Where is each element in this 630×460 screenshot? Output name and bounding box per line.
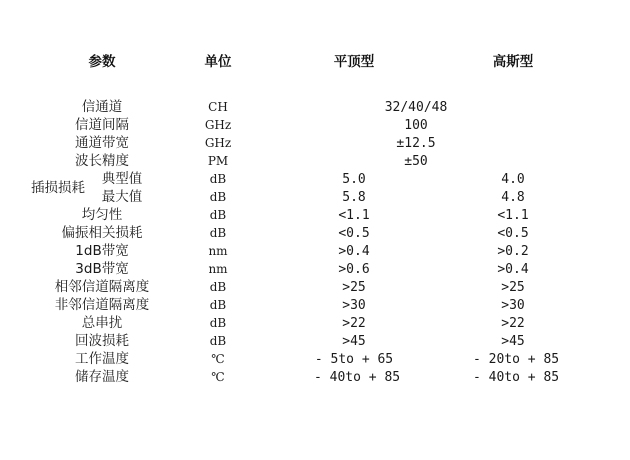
param-label: 1dB带宽 <box>75 243 129 259</box>
flat-top-value: - 40to + 85 <box>314 370 401 385</box>
unit-label: dB <box>209 298 227 312</box>
gaussian-value: >0.4 <box>497 262 529 277</box>
param-label: 回波损耗 <box>75 333 129 349</box>
sub-param-label: 典型值 <box>101 171 143 187</box>
gaussian-value: 4.0 <box>501 172 525 187</box>
param-label: 储存温度 <box>75 369 129 385</box>
unit-label: dB <box>209 280 227 294</box>
flat-top-value: >22 <box>342 316 366 331</box>
param-label: 工作温度 <box>75 351 129 367</box>
param-label: 总串扰 <box>81 315 123 331</box>
gaussian-value: 4.8 <box>501 190 525 205</box>
flat-top-value: >25 <box>342 280 366 295</box>
gaussian-value: >30 <box>501 298 525 313</box>
param-label: 非邻信道隔离度 <box>54 297 150 313</box>
flat-top-value: >30 <box>342 298 366 313</box>
param-label: 信通道 <box>81 99 123 115</box>
param-label: 3dB带宽 <box>75 261 129 277</box>
spanned-value: 32/40/48 <box>384 100 448 115</box>
param-label: 均匀性 <box>81 207 123 223</box>
unit-label: GHz <box>204 118 232 132</box>
flat-top-value: >0.4 <box>338 244 370 259</box>
param-label: 波长精度 <box>75 153 129 169</box>
header-flat-top: 平顶型 <box>333 54 375 70</box>
gaussian-value: <1.1 <box>497 208 529 223</box>
unit-label: dB <box>209 334 227 348</box>
unit-label: dB <box>209 208 227 222</box>
group-label: 插损损耗 <box>31 180 85 196</box>
param-label: 通道带宽 <box>75 135 129 151</box>
gaussian-value: >25 <box>501 280 525 295</box>
gaussian-value: >0.2 <box>497 244 529 259</box>
gaussian-value: >22 <box>501 316 525 331</box>
unit-label: dB <box>209 316 227 330</box>
unit-label: nm <box>208 262 228 276</box>
header-param: 参数 <box>88 54 116 70</box>
flat-top-value: 5.0 <box>342 172 366 187</box>
unit-label: nm <box>208 244 228 258</box>
flat-top-value: 5.8 <box>342 190 366 205</box>
flat-top-value: <1.1 <box>338 208 370 223</box>
unit-label: CH <box>208 100 228 114</box>
unit-label: ℃ <box>211 370 225 384</box>
header-gaussian: 高斯型 <box>492 54 534 70</box>
param-label: 偏振相关损耗 <box>61 225 143 241</box>
gaussian-value: - 20to + 85 <box>473 352 560 367</box>
spanned-value: ±50 <box>404 154 428 169</box>
param-label: 信道间隔 <box>75 117 129 133</box>
header-unit: 单位 <box>204 54 232 70</box>
spanned-value: 100 <box>404 118 428 133</box>
unit-label: dB <box>209 226 227 240</box>
unit-label: dB <box>209 190 227 204</box>
unit-label: ℃ <box>211 352 225 366</box>
unit-label: GHz <box>204 136 232 150</box>
param-label: 相邻信道隔离度 <box>54 279 150 295</box>
flat-top-value: - 5to + 65 <box>314 352 394 367</box>
sub-param-label: 最大值 <box>101 189 143 205</box>
gaussian-value: >45 <box>501 334 525 349</box>
gaussian-value: - 40to + 85 <box>473 370 560 385</box>
unit-label: PM <box>207 154 229 168</box>
flat-top-value: >0.6 <box>338 262 370 277</box>
gaussian-value: <0.5 <box>497 226 529 241</box>
spanned-value: ±12.5 <box>396 136 436 151</box>
unit-label: dB <box>209 172 227 186</box>
flat-top-value: <0.5 <box>338 226 370 241</box>
flat-top-value: >45 <box>342 334 366 349</box>
